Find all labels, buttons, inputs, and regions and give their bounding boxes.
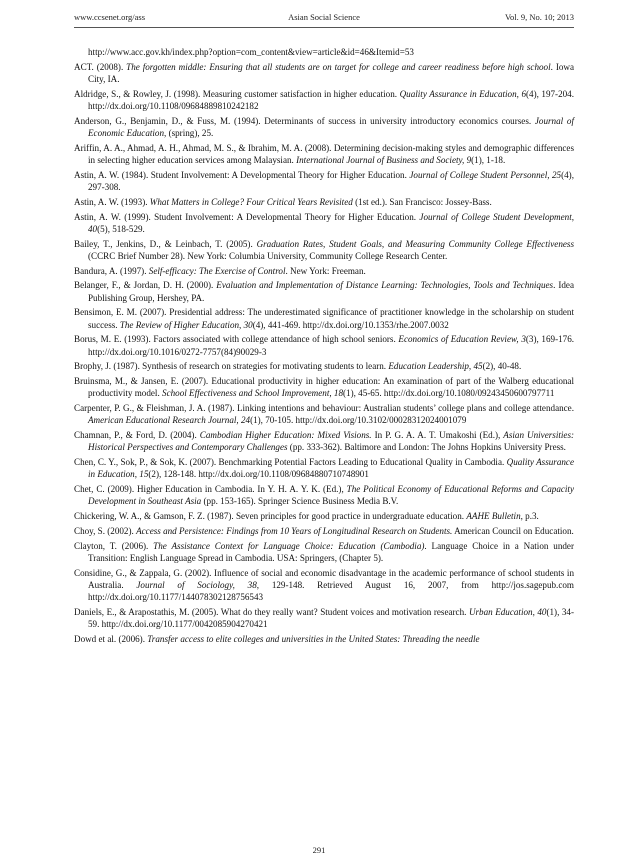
- volume-info: Vol. 9, No. 10; 2013: [504, 12, 574, 22]
- reference-text: (5), 518-529.: [97, 223, 145, 234]
- reference-italic-text: Journal of College Student Personnel, 25: [409, 169, 562, 180]
- journal-title: Asian Social Science: [288, 12, 360, 22]
- reference-entry: [74, 333, 574, 357]
- reference-italic-text: Economics of Education Review, 3: [398, 334, 526, 345]
- reference-text: (1st ed.). San Francisco: Jossey-Bass.: [352, 196, 492, 207]
- reference-entry: [74, 306, 574, 330]
- reference-text: Considine, G., & Zappala, G. (2002). Influence of social and economic disadvantage in the academic performance of school students in Australia.: [74, 567, 574, 590]
- reference-text: Astin, A. W. (1993).: [74, 196, 150, 207]
- reference-text: (4), 297-308.: [88, 169, 574, 192]
- reference-text: Borus, M. E. (1993). Factors associated with college attendance of high school seniors.: [74, 334, 399, 345]
- reference-entry: [74, 142, 574, 166]
- reference-italic-text: Journal of Sociology, 38: [136, 579, 257, 590]
- reference-entry: [74, 238, 574, 262]
- reference-text: . Idea Publishing Group, Hershey, PA.: [88, 280, 574, 303]
- reference-text: In P. G. A. A. T. Umakoshi (Ed.),: [371, 430, 504, 441]
- reference-entry: [74, 525, 574, 537]
- reference-text: Brophy, J. (1987). Synthesis of research on strategies for motivating students to learn.: [74, 361, 389, 372]
- reference-text: , 129-148. Retrieved August 16, 2007, from http://jos.sagepub.com http://dx.doi.org/10.1177/144078302128756543: [88, 579, 574, 603]
- reference-italic-text: Quality Assurance in Education, 15: [88, 457, 574, 480]
- reference-entry: [74, 88, 574, 112]
- reference-entry: [74, 279, 574, 303]
- reference-text: Dowd et al. (2006).: [74, 633, 148, 644]
- reference-text: . Language Choice in a Nation under Transition: English Language Spread in Cambodia. USA: Springers, (Chapter 5).: [88, 540, 574, 563]
- reference-entry: [74, 429, 574, 453]
- reference-text: Chen, C. Y., Sok, P., & Sok, K. (2007). Benchmarking Potential Factors Leading to Educational Quality in Cambodia.: [74, 457, 507, 468]
- reference-italic-text: Cambodian Higher Education: Mixed Visions.: [199, 430, 372, 441]
- reference-italic-text: American Educational Research Journal, 24: [88, 415, 251, 426]
- reference-entry: [74, 196, 574, 208]
- reference-continuation: [74, 46, 574, 58]
- reference-text: Astin, A. W. (1999). Student Involvement: A Developmental Theory for Higher Education.: [74, 211, 420, 222]
- reference-entry: [74, 567, 574, 604]
- reference-text: . Iowa City, IA.: [88, 61, 574, 84]
- reference-italic-text: Access and Persistence: Findings from 10 Years of Longitudinal Research on Students.: [136, 525, 453, 536]
- reference-entry: [74, 606, 574, 630]
- reference-text: (1), 34-59. http://dx.doi.org/10.1177/0042085904270421: [88, 606, 574, 630]
- reference-italic-text: Education Leadership, 45: [388, 361, 483, 372]
- reference-text: Chet, C. (2009). Higher Education in Cambodia. In Y. H. A. Y. K. (Ed.),: [74, 484, 347, 495]
- reference-entry: [74, 375, 574, 399]
- journal-url: www.ccsenet.org/ass: [74, 12, 146, 22]
- reference-text: , p.3.: [520, 511, 539, 522]
- reference-italic-text: The Review of Higher Education, 30: [119, 319, 253, 330]
- reference-text: American Council on Education.: [452, 525, 574, 536]
- reference-text: Clayton, T. (2006).: [74, 540, 154, 551]
- reference-italic-text: Urban Education, 40: [468, 606, 547, 617]
- reference-entry: [74, 265, 574, 277]
- reference-entry: [74, 169, 574, 193]
- reference-text: (1), 45-65. http://dx.doi.org/10.1080/09243450600797711: [343, 388, 555, 399]
- reference-entry: [74, 211, 574, 235]
- reference-entry: [74, 360, 574, 372]
- reference-text: (CCRC Brief Number 28). New York: Columbia University, Community College Research Center.: [88, 250, 448, 261]
- reference-italic-text: Quality Assurance in Education, 6: [399, 88, 526, 99]
- reference-italic-text: AAHE Bulletin: [466, 511, 521, 522]
- reference-text: (pp. 153-165). Springer Science Business Media B.V.: [201, 496, 399, 507]
- reference-entry: [74, 456, 574, 480]
- reference-text: Bruinsma, M., & Jansen, E. (2007). Educational productivity in higher education: An examination of part of the Walberg educational productivity model.: [74, 376, 574, 399]
- reference-text: Chickering, W. A., & Gamson, F. Z. (1987). Seven principles for good practice in undergraduate education.: [74, 511, 467, 522]
- header-rule: [74, 27, 574, 28]
- reference-italic-text: International Journal of Business and Society, 9: [296, 155, 472, 165]
- reference-italic-text: The Political Economy of Educational Reforms and Capacity Development in Southeast Asia: [88, 484, 574, 507]
- reference-entry: [74, 633, 574, 645]
- reference-text: Aldridge, S., & Rowley, J. (1998). Measuring customer satisfaction in higher education.: [74, 88, 400, 99]
- reference-italic-text: The Assistance Context for Language Choice: Education (Cambodia): [153, 540, 425, 551]
- reference-text: Bensimon, E. M. (2007). Presidential address: The underestimated significance of practitioner knowledge in the scholarship on student success.: [74, 307, 574, 330]
- reference-entry: [74, 540, 574, 564]
- reference-italic-text: Evaluation and Implementation of Distance Learning: Technologies, Tools and Techniques: [216, 280, 554, 291]
- reference-text: (2), 40-48.: [482, 361, 522, 372]
- reference-entry: [74, 402, 574, 426]
- running-header: [74, 12, 574, 26]
- reference-italic-text: Asian Universities: Historical Perspectives and Contemporary Challenges: [88, 430, 575, 453]
- reference-text: ACT. (2008).: [74, 61, 127, 72]
- reference-italic-text: The forgotten middle: Ensuring that all students are on target for college and career readiness before high school: [126, 61, 551, 72]
- reference-text: (3), 169-176. http://dx.doi.org/10.1016/0272-7757(84)90029-3: [88, 334, 575, 357]
- reference-text: (1), 1-18.: [471, 155, 506, 165]
- reference-entry: [74, 510, 574, 522]
- reference-italic-text: What Matters in College? Four Critical Years Revisited: [149, 196, 353, 207]
- page-number: 291: [312, 845, 326, 855]
- reference-italic-text: School Effectiveness and School Improvement, 18: [162, 388, 343, 399]
- reference-text: Ariffin, A. A., Ahmad, A. H., Ahmad, M. S., & Ibrahim, M. A. (2008). Determining decision-making styles and demographic differences in selecting higher education services among Malaysian.: [74, 142, 574, 165]
- reference-text: Daniels, E., & Arapostathis, M. (2005). What do they really want? Student voices and motivation research.: [74, 606, 469, 617]
- reference-entry: [74, 483, 574, 507]
- reference-text: (1), 70-105. http://dx.doi.org/10.3102/00028312024001079: [250, 415, 467, 426]
- reference-italic-text: Transfer access to elite colleges and universities in the United States: Threading the needle: [147, 633, 480, 644]
- reference-entry: [74, 115, 574, 139]
- reference-italic-text: Self-efficacy: The Exercise of Control: [148, 265, 286, 276]
- reference-text: Bailey, T., Jenkins, D., & Leinbach, T. (2005).: [74, 238, 257, 249]
- reference-italic-text: Journal of College Student Development, 40: [88, 211, 575, 234]
- reference-text: (pp. 333-362). Baltimore and London: The Johns Hopkins University Press.: [287, 442, 566, 453]
- reference-text: Astin, A. W. (1984). Student Involvement: A Developmental Theory for Higher Education.: [74, 169, 410, 180]
- reference-text: Bandura, A. (1997).: [74, 265, 149, 276]
- reference-text: http://www.acc.gov.kh/index.php?option=com_content&view=article&id=46&Itemid=53: [88, 47, 414, 57]
- reference-text: Anderson, G., Benjamin, D., & Fuss, M. (1994). Determinants of success in university introductory economics courses.: [74, 115, 535, 126]
- reference-text: Chamnan, P., & Ford, D. (2004).: [74, 430, 200, 441]
- reference-list: [74, 46, 574, 648]
- reference-text: , (spring), 25.: [164, 128, 214, 138]
- reference-text: (2), 128-148. http://dx.doi.org/10.1108/09684880710748901: [148, 469, 369, 480]
- reference-text: . New York: Freeman.: [285, 265, 366, 276]
- reference-text: Choy, S. (2002).: [74, 525, 137, 536]
- reference-text: (4), 441-469. http://dx.doi.org/10.1353/rhe.2007.0032: [252, 319, 449, 330]
- reference-italic-text: Journal of Economic Education: [88, 115, 574, 138]
- reference-text: (4), 197-204. http://dx.doi.org/10.1108/09684889810242182: [88, 88, 574, 111]
- reference-entry: [74, 61, 574, 85]
- reference-italic-text: Graduation Rates, Student Goals, and Measuring Community College Effectiveness: [256, 238, 574, 249]
- reference-text: Belanger, F., & Jordan, D. H. (2000).: [74, 280, 217, 291]
- reference-text: Carpenter, P. G., & Fleishman, J. A. (1987). Linking intentions and behaviour: Australian students’ college plans and college attendance.: [74, 403, 574, 414]
